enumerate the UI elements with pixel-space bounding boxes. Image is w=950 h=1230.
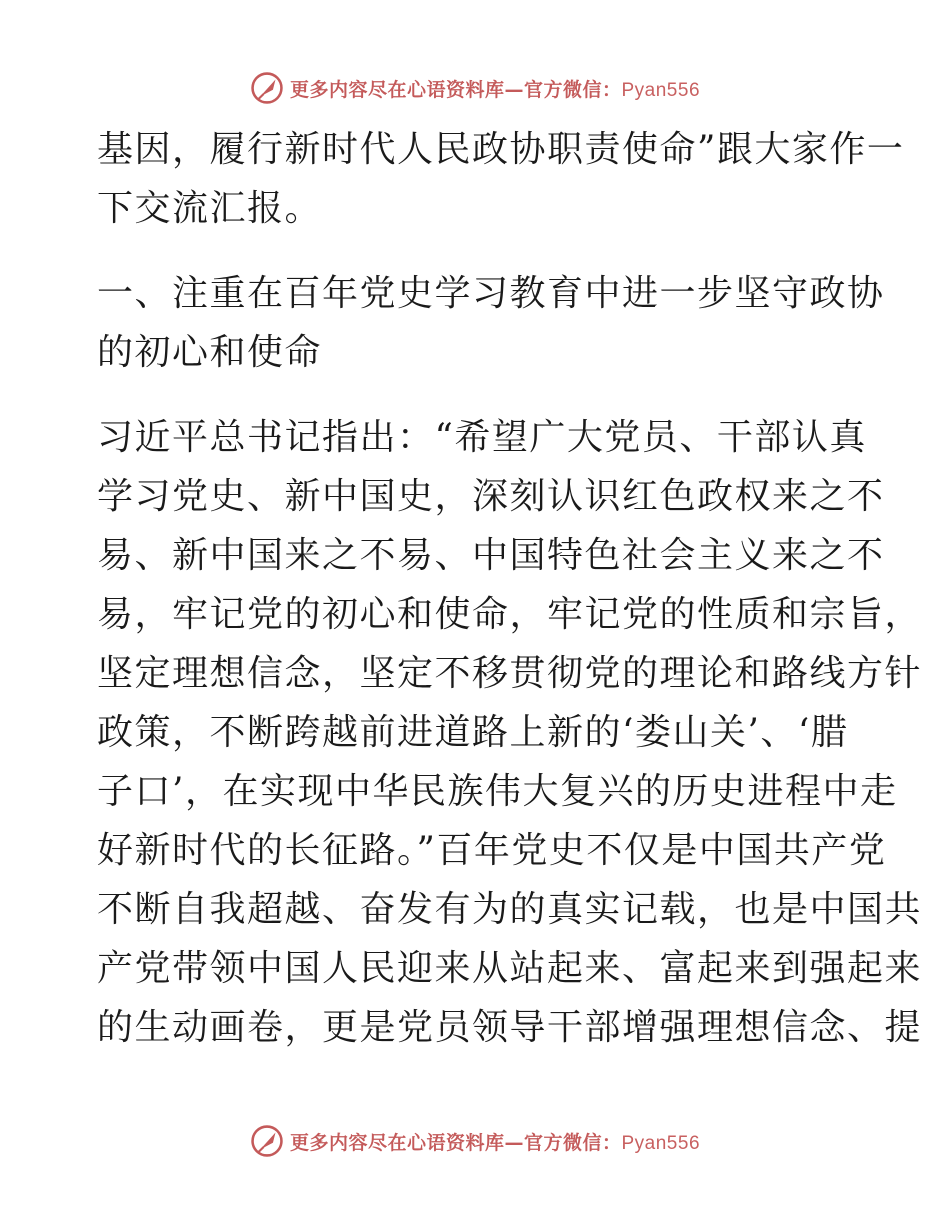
- text-line: 易、新中国来之不易、中国特色社会主义来之不: [97, 535, 885, 576]
- quill-logo-icon: [250, 71, 284, 105]
- document-body: [97, 120, 923, 1057]
- text-line: 坚定理想信念，坚定不移贯彻党的理论和路线方针: [97, 653, 923, 694]
- text-line: 子口’，在实现中华民族伟大复兴的历史进程中走: [97, 771, 898, 812]
- quill-logo-icon: [250, 1124, 284, 1158]
- heading-line: 的初心和使命: [97, 332, 323, 373]
- watermark-wechat-id: Pyan556: [621, 79, 701, 101]
- text-line: 下交流汇报。: [97, 188, 323, 229]
- text-line: 学习党史、新中国史，深刻认识红色政权来之不: [97, 476, 885, 517]
- text-line: 易，牢记党的初心和使命，牢记党的性质和宗旨，: [97, 594, 923, 635]
- text-line: 习近平总书记指出：“希望广大党员、干部认真: [97, 417, 867, 458]
- text-line: 产党带领中国人民迎来从站起来、富起来到强起来: [97, 948, 923, 989]
- footer-watermark: [0, 1123, 950, 1159]
- watermark-wechat-id: Pyan556: [621, 1132, 701, 1154]
- paragraph-quote: [97, 408, 923, 1057]
- paragraph-intro: [97, 120, 905, 238]
- watermark-text: 更多内容尽在心语资料库—官方微信：Pyan556: [289, 78, 701, 101]
- heading-line: 一、注重在百年党史学习教育中进一步坚守政协: [97, 273, 885, 314]
- header-watermark: [0, 70, 950, 106]
- text-line: 的生动画卷，更是党员领导干部增强理想信念、提: [97, 1007, 923, 1048]
- text-line: 好新时代的长征路。”百年党史不仅是中国共产党: [97, 830, 887, 871]
- text-line: 政策，不断跨越前进道路上新的‘娄山关’、‘腊: [97, 712, 849, 753]
- text-line: 不断自我超越、奋发有为的真实记载，也是中国共: [97, 889, 923, 930]
- section-heading-1: [97, 264, 885, 382]
- text-line: 基因，履行新时代人民政协职责使命”跟大家作一: [97, 129, 905, 170]
- watermark-text: 更多内容尽在心语资料库—官方微信：Pyan556: [289, 1131, 701, 1154]
